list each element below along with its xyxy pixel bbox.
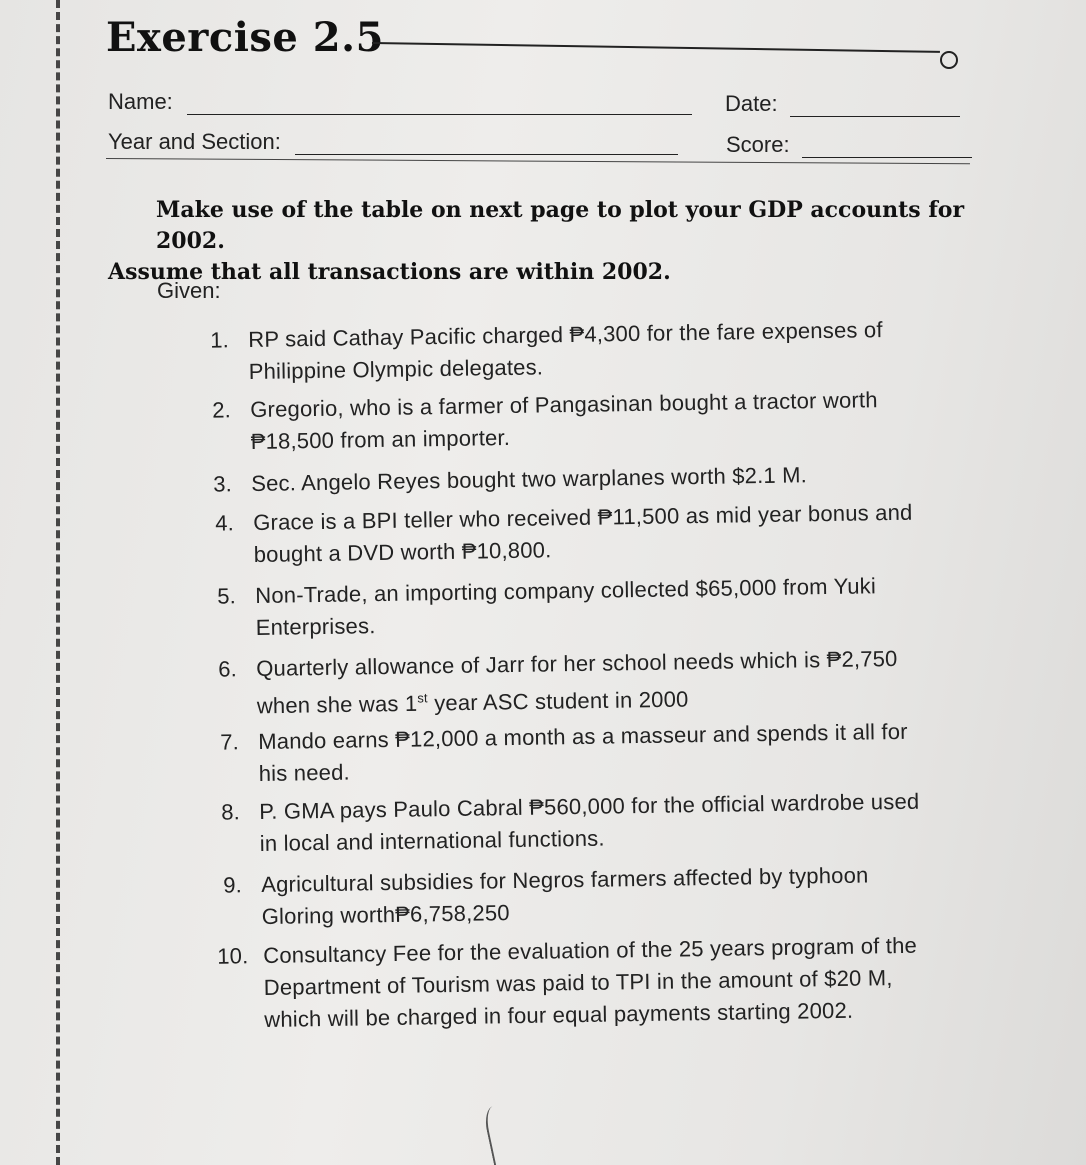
item-number: 6. [218, 656, 238, 682]
date-label: Date: [725, 91, 778, 116]
item-line: ₱18,500 from an importer. [250, 424, 511, 454]
item-line: in local and international functions. [259, 825, 605, 856]
item-line: Sec. Angelo Reyes bought two warplanes worth $2.1 M. [251, 462, 808, 496]
item-number: 3. [213, 471, 233, 497]
item-line: Department of Tourism was paid to TPI in the amount of $20 M, [263, 965, 893, 1000]
item-line: Mando earns ₱12,000 a month as a masseur and spends it all for [258, 718, 908, 754]
item-number: 4. [215, 510, 235, 536]
item-line: Agricultural subsidies for Negros farmers affected by typhoon [261, 862, 869, 897]
item-line: Non-Trade, an importing company collected $65,000 from Yuki [255, 573, 877, 608]
item-line: RP said Cathay Pacific charged ₱4,300 for the fare expenses of [248, 317, 883, 352]
item-line: Enterprises. [255, 613, 376, 640]
item-line: his need. [258, 759, 351, 786]
year-section-label: Year and Section: [108, 129, 281, 154]
item-line: Grace is a BPI teller who received ₱11,500 as mid year bonus and [253, 499, 913, 535]
list-item [210, 312, 984, 388]
list-item [223, 857, 1005, 933]
item-line: Philippine Olympic delegates. [248, 354, 544, 384]
list-item [220, 714, 1001, 790]
item-line: P. GMA pays Paulo Cabral ₱560,000 for the official wardrobe used [259, 788, 920, 824]
item-line: Quarterly allowance of Jarr for her school needs which is ₱2,750 [256, 645, 898, 681]
score-label: Score: [726, 132, 790, 157]
name-label: Name: [108, 89, 173, 114]
given-label: Given: [157, 278, 221, 303]
list-item [212, 382, 988, 458]
item-number: 10. [217, 943, 249, 969]
item-number: 9. [223, 872, 243, 898]
item-line: Gloring worth₱6,758,250 [261, 900, 510, 929]
instructions-line-1: Make use of the table on next page to plot your GDP accounts for 2002. [156, 197, 965, 254]
list-item [218, 641, 999, 722]
item-number: 1. [210, 327, 230, 353]
list-item [215, 495, 994, 571]
item-line: Consultancy Fee for the evaluation of the 25 years program of the [263, 932, 918, 968]
item-line: bought a DVD worth ₱10,800. [253, 537, 552, 567]
page-title: Exercise 2.5 [106, 14, 384, 61]
instructions-line-2: Assume that all transactions are within 2002. [108, 259, 671, 285]
item-number: 2. [212, 397, 232, 423]
item-number: 7. [220, 729, 240, 755]
item-number: 5. [217, 583, 237, 609]
list-item [217, 568, 998, 644]
list-item [217, 928, 1007, 1036]
list-item [221, 784, 1003, 860]
list-item [213, 456, 991, 500]
item-line: when she was 1st year ASC student in 2000 [256, 686, 689, 719]
item-line: which will be charged in four equal payments starting 2002. [264, 997, 854, 1032]
item-number: 8. [221, 799, 241, 825]
item-line: Gregorio, who is a farmer of Pangasinan bought a tractor worth [250, 387, 878, 422]
